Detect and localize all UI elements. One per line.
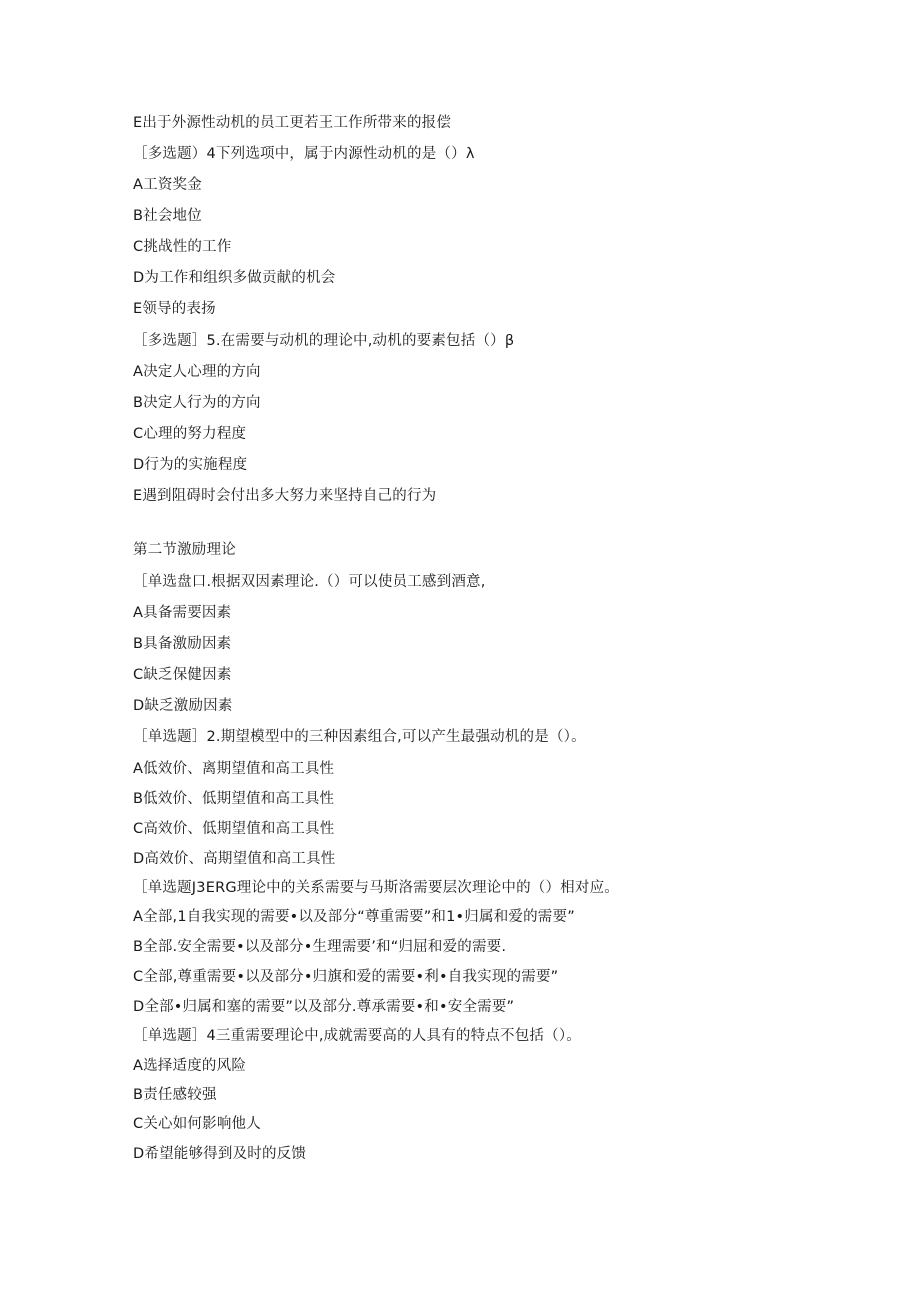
option-b-q4: B社会地位 — [133, 208, 202, 224]
option-b-s4: B责任感较强 — [133, 1087, 217, 1103]
option-b-q5: B决定人行为的方向 — [133, 395, 261, 411]
question-4-multi: ［多选题）4下列选项中，属于内源性动机的是（）λ — [133, 146, 475, 162]
question-3-single: ［单选题J3ERG理论中的关系需要与马斯洛需要层次理论中的（）相对应。 — [133, 880, 619, 896]
option-a-q4: A工资奖金 — [133, 177, 202, 193]
question-4-single: ［单选题］4三重需要理论中,成就需要高的人具有的特点不包括（）。 — [133, 1028, 581, 1044]
option-d-s2: D高效价、高期望值和高工具性 — [133, 851, 336, 867]
option-e-q5: E遇到阻碍时会付出多大努力来坚持自己的行为 — [133, 488, 437, 504]
option-c-q5: C心理的努力程度 — [133, 426, 247, 442]
option-d-q4: D为工作和组织多做贡献的机会 — [133, 270, 336, 286]
option-e-q3: E出于外源性动机的员工更若王工作所带来的报偿 — [133, 115, 452, 131]
option-a-s3: A全部,1自我实现的需要•以及部分“尊重需要”和1•归属和爱的需要” — [133, 909, 575, 925]
option-d-s4: D希望能够得到及时的反馈 — [133, 1146, 307, 1162]
option-d-s3: D全部•归属和塞的需要”以及部分.尊承需要•和•安全需要” — [133, 999, 515, 1015]
option-b-s2: B低效价、低期望值和高工具性 — [133, 791, 335, 807]
option-c-s1: C缺乏保健因素 — [133, 667, 232, 683]
option-b-s3: B全部.安全需要•以及部分•生理需要’和“归屈和爱的需要. — [133, 939, 507, 955]
option-b-s1: B具备激励因素 — [133, 636, 232, 652]
option-a-s1: A具备需要因素 — [133, 605, 232, 621]
option-a-q5: A决定人心理的方向 — [133, 364, 261, 380]
section-heading: 第二节激励理论 — [133, 542, 236, 558]
question-2-single: ［单选题］2.期望模型中的三种因素组合,可以产生最强动机的是（）。 — [133, 729, 586, 745]
question-5-multi: ［多选题］5.在需要与动机的理论中,动机的要素包括（）β — [133, 333, 515, 349]
option-d-s1: D缺乏激励因素 — [133, 698, 233, 714]
option-d-q5: D行为的实施程度 — [133, 457, 248, 473]
option-a-s4: A选择适度的风险 — [133, 1058, 247, 1074]
option-e-q4: E领导的表扬 — [133, 301, 216, 317]
option-c-s2: C高效价、低期望值和高工具性 — [133, 821, 335, 837]
option-c-q4: C挑战性的工作 — [133, 239, 232, 255]
question-1-single: ［单选盘口.根据双因素理论.（）可以使员工感到酒意, — [133, 574, 486, 590]
option-c-s4: C关心如何影响他人 — [133, 1116, 261, 1132]
option-a-s2: A低效价、离期望值和高工具性 — [133, 761, 335, 777]
option-c-s3: C全部,尊重需要•以及部分•归旗和爱的需要•利•自我实现的需要” — [133, 969, 559, 985]
